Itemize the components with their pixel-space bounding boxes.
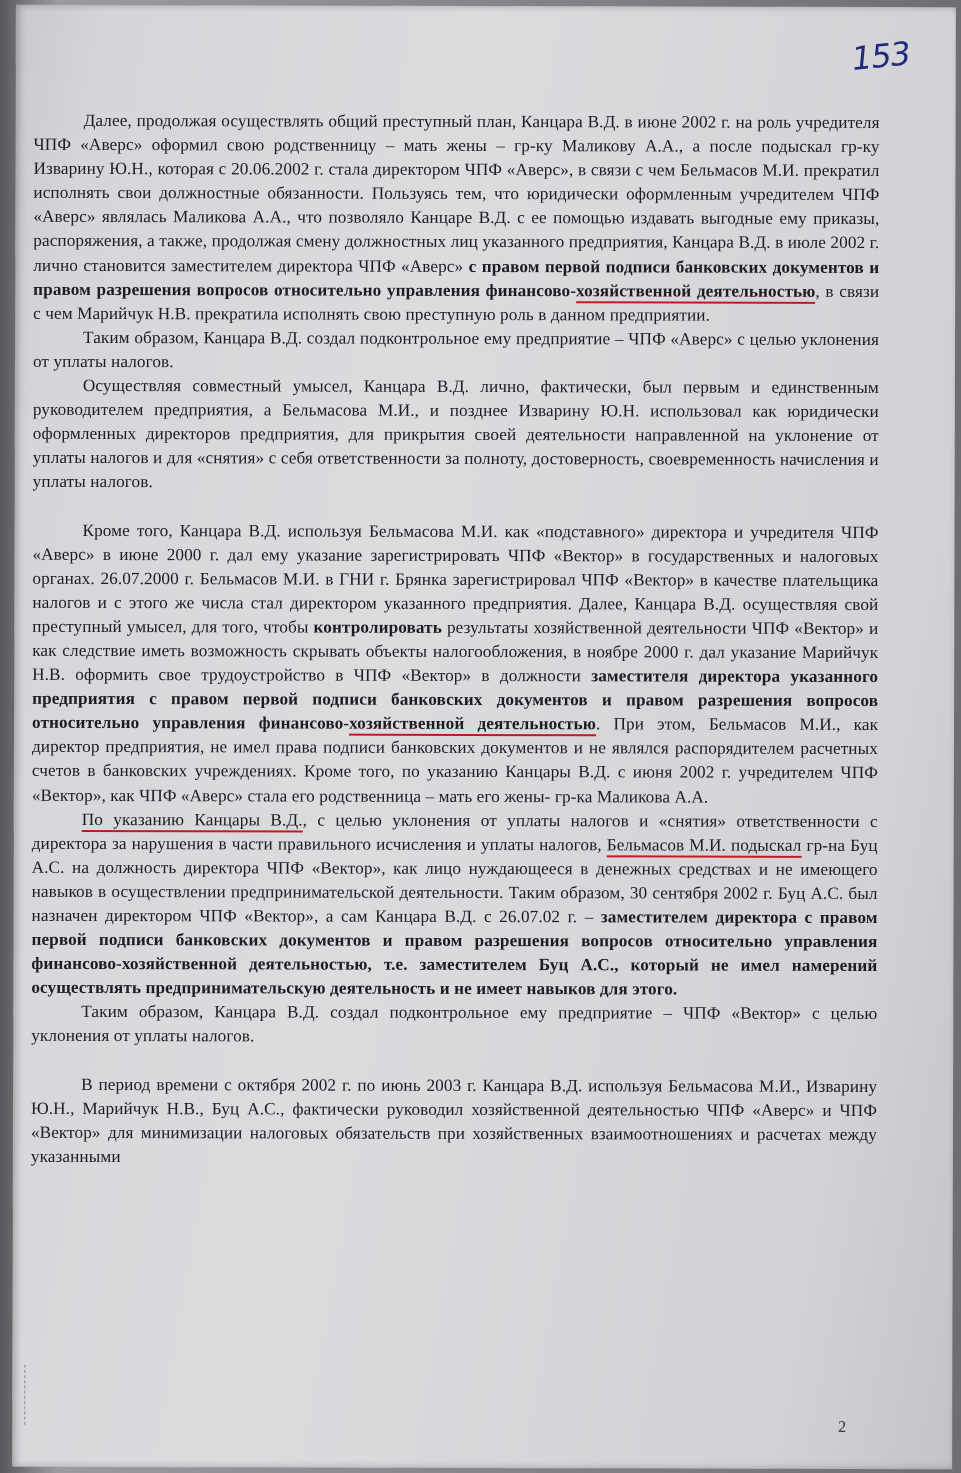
paragraph-p6: [31, 1000, 877, 1050]
text-segment: По указанию Канцары В.Д.: [82, 810, 303, 833]
text-segment: результаты хозяйственной деятельности ЧПФ «Вектор» и как следствие иметь возможность скрывать объекты налогообложения, в ноябре 2000 г. дал указание Марийчук Н.В. оформить свое трудоустройство в ЧПФ «Вектор» в должности: [32, 617, 879, 686]
paragraph-p1: [33, 109, 880, 328]
text-segment: заместителем директора с правом первой подписи банковских документов и правом разрешения вопросов относительно управления финансово-хозяйственной деятельностью, т.е. заместителем Буц А.С., который не имел намерений осуществлять предпринимательскую деятельность и не имеет навыков для этого.: [31, 907, 878, 999]
text-segment: . При этом, Бельмасов М.И., как директор предприятия, не имел права подписи банковских документов и не являлся распорядителем расчетных счетов в банковских учреждениях. Кроме того, по указанию Канцары В.Д. с июня 2002 г. учредителем ЧПФ «Вектор», как ЧПФ «Аверс» стала его родственница – мать его жены- гр-ка Маликова А.А.: [31, 714, 879, 807]
text-segment: , с целью уклонения от уплаты налогов и «снятия» ответственности с директора за нарушения в части правильного исчисления и уплаты налогов,: [31, 810, 878, 855]
paragraph-gap: [33, 494, 879, 520]
paragraph-p2: [33, 326, 879, 376]
document-body: [31, 109, 880, 1171]
text-segment: контролировать: [313, 617, 442, 637]
text-segment: Бельмасов М.И. подыскал: [607, 835, 802, 858]
text-segment: заместителя директора указанного предприятия с правом первой подписи банковских документов и правом разрешения вопросов относительно управления финансово-: [32, 666, 879, 733]
page-number: 2: [838, 1418, 847, 1436]
text-segment: хозяйственной деятельностью: [576, 281, 815, 304]
text-segment: гр-на Буц А.С. на должность директора ЧПФ «Вектор», как лицо нуждающееся в денежных средствах и не имеющего навыков в осуществлении предпринимательской деятельности. Таким образом, 30 сентября 2002 г. Буц А.С. был назначен директором ЧПФ «Вектор», а сам Канцара В.Д. с 26.07.02 г. –: [31, 835, 878, 927]
document-page: [12, 5, 956, 1469]
paragraph-p4: [32, 518, 879, 809]
text-segment: В период времени с октября 2002 г. по июнь 2003 г. Канцара В.Д. используя Бельмасова М.И., Изварину Ю.Н., Марийчук Н.В., Буц А.С., фактически руководил хозяйственной деятельностью ЧПФ «Аверс» и ЧПФ «Вектор» для минимизации налоговых обязательств при хозяйственных взаимоотношениях и расчетах между указанными: [30, 1074, 878, 1166]
text-segment: Таким образом, Канцара В.Д. создал подконтрольное ему предприятие – ЧПФ «Аверс» с целью уклонения от уплаты налогов.: [32, 327, 880, 372]
text-segment: , в связи с чем Марийчук Н.В. прекратила исполнять свою преступную роль в данном предприятии.: [33, 281, 880, 325]
text-segment: Осуществляя совместный умысел, Канцара В.Д. лично, фактически, был первым и единственным руководителем предприятия, а Бельмасова М.И., и позднее Изварину Ю.Н. использовал как юридически оформленных директоров предприятия, для прикрытия своей деятельности направленной на уклонение от уплаты налогов и для «снятия» с себя ответственности за полноту, достоверность, своевременность начисления и уплаты налогов.: [32, 375, 879, 492]
paragraph-p5: [31, 807, 878, 1002]
text-segment: хозяйственной деятельностью: [349, 714, 596, 737]
text-segment: Кроме того, Канцара В.Д. используя Бельмасова М.И. как «подставного» директора и учредителя ЧПФ «Аверс» в июне 2000 г. дал ему указание зарегистрировать ЧПФ «Вектор» в государственных и налоговых органах. 26.07.2000 г. Бельмасов М.И. в ГНИ г. Брянка зарегистрировал ЧПФ «Вектор» в качестве плательщика налогов и с этого же числа стал директором указанного предприятия. Далее, Канцара В.Д. осуществляя свой преступный умысел, для того, чтобы: [32, 520, 879, 637]
text-segment: Далее, продолжая осуществлять общий преступный план, Канцара В.Д. в июне 2002 г. на роль учредителя ЧПФ «Аверс» оформил свою родственницу – мать жены – гр-ку Маликову А.А., а после подыскал гр-ку Изварину Ю.Н., которая с 20.06.2002 г. стала директором ЧПФ «Аверс», в связи с чем Бельмасов М.И. прекратил исполнять свои должностные обязанности. Пользуясь тем, что юридически оформленным учредителем ЧПФ «Аверс» являлась Маликова А.А., что позволяло Канцаре В.Д. с ее помощью издавать выгодные ему приказы, распоряжения, а также, продолжая смену должностных лиц указанного предприятия, Канцара В.Д. в июле 2002 г. лично становится заместителем директора ЧПФ «Аверс»: [33, 110, 880, 276]
paragraph-gap: [31, 1048, 877, 1074]
paragraph-p3: [33, 374, 879, 497]
paragraph-p7: [31, 1072, 877, 1171]
text-segment: Таким образом, Канцара В.Д. создал подконтрольное ему предприятие – ЧПФ «Вектор» с целью уклонения от уплаты налогов.: [31, 1002, 878, 1046]
handwritten-page-mark: 153: [849, 34, 912, 78]
text-segment: с правом первой подписи банковских документов и правом разрешения вопросов относительно управления финансово-: [33, 256, 880, 300]
binding-edge: [12, 1365, 25, 1425]
